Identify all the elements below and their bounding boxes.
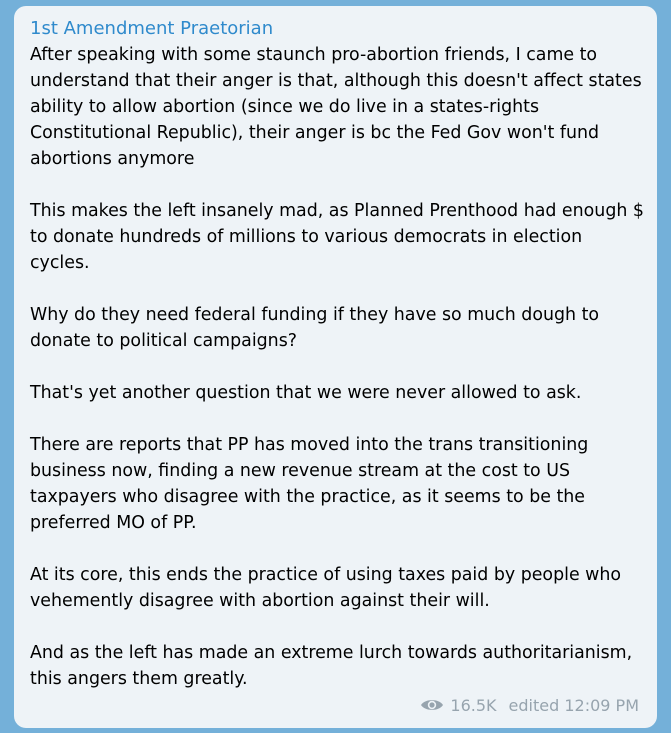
message-paragraph: After speaking with some staunch pro-abortion friends, I came to understand that their anger is that, although this doesn't affect states ability to allow abortion (since we do live in a states-rights Constitutional Republic), their anger is bc the Fed Gov won't fund abortions anymore xyxy=(30,45,642,169)
message-bubble xyxy=(14,6,657,728)
message-paragraph: This makes the left insanely mad, as Planned Prenthood had enough $ to donate hundreds of millions to various democrats in election cycles. xyxy=(30,201,644,273)
message-paragraph: At its core, this ends the practice of using taxes paid by people who vehemently disagree with abortion against their will. xyxy=(30,565,622,611)
eye-icon xyxy=(420,697,444,713)
message-paragraph: Why do they need federal funding if they have so much dough to donate to political campaigns? xyxy=(30,305,600,351)
message-paragraph: That's yet another question that we were never allowed to ask. xyxy=(30,383,582,403)
message-meta xyxy=(420,694,639,716)
edited-timestamp: edited 12:09 PM xyxy=(508,695,639,715)
message-text xyxy=(30,42,644,692)
sender-name[interactable]: 1st Amendment Praetorian xyxy=(30,18,274,39)
view-count: 16.5K xyxy=(450,695,497,715)
message-paragraph: And as the left has made an extreme lurch towards authoritarianism, this angers them greatly. xyxy=(30,643,633,689)
message-paragraph: There are reports that PP has moved into the trans transitioning business now, finding a new revenue stream at the cost to US taxpayers who disagree with the practice, as it seems to be the preferred MO of PP. xyxy=(30,435,589,533)
